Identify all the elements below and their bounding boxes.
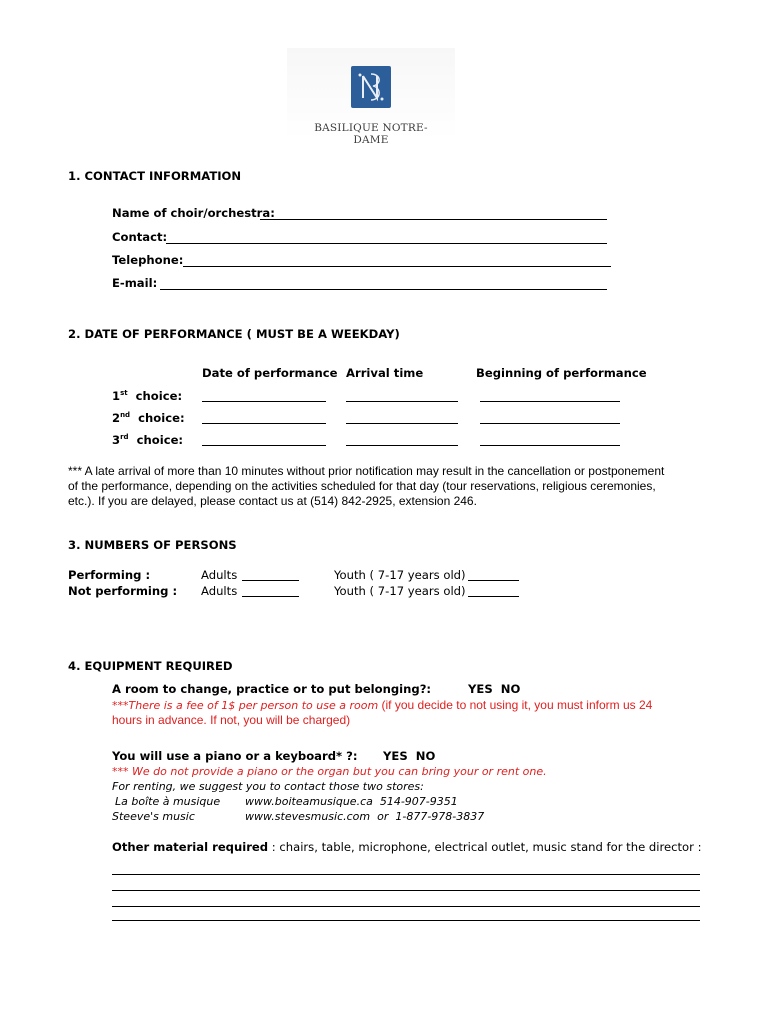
contact-field[interactable]: [166, 243, 607, 244]
other-material-field-3[interactable]: [112, 906, 700, 907]
choice-2-label: 2nd choice:: [112, 411, 185, 425]
other-material-field-4[interactable]: [112, 920, 700, 921]
renting-intro: For renting, we suggest you to contact those two stores:: [112, 780, 424, 793]
section4-title: 4. EQUIPMENT REQUIRED: [68, 659, 233, 673]
not-performing-adults-label: Adults: [201, 584, 238, 598]
telephone-field[interactable]: [183, 266, 611, 267]
performing-youth-field[interactable]: [468, 580, 519, 581]
choice-1-arrival-field[interactable]: [346, 401, 458, 402]
choice-2-beginning-field[interactable]: [480, 423, 620, 424]
choice-1-date-field[interactable]: [202, 401, 326, 402]
room-question: A room to change, practice or to put belonging?:: [112, 682, 432, 696]
other-material-line: Other material required : chairs, table, microphone, electrical outlet, music stand for the director :: [112, 840, 702, 854]
choir-name-label: Name of choir/orchestra:: [112, 206, 275, 220]
late-notice-line-2: of the performance, depending on the activities scheduled for that day (tour reservations, religious ceremonies,: [68, 479, 656, 493]
room-yes-no[interactable]: YES NO: [468, 682, 521, 696]
performing-adults-field[interactable]: [242, 580, 299, 581]
logo-emblem: [351, 66, 391, 108]
not-performing-youth-field[interactable]: [468, 596, 519, 597]
choice-3-label: 3rd choice:: [112, 433, 184, 447]
telephone-label: Telephone:: [112, 253, 184, 267]
not-performing-label: Not performing :: [68, 584, 178, 598]
store-1-name: La boîte à musique: [115, 795, 221, 808]
choice-3-date-field[interactable]: [202, 445, 326, 446]
section1-title: 1. CONTACT INFORMATION: [68, 169, 242, 183]
choice-1-beginning-field[interactable]: [480, 401, 620, 402]
performing-adults-label: Adults: [201, 568, 238, 582]
section2-title: 2. DATE OF PERFORMANCE ( MUST BE A WEEKDAY): [68, 327, 400, 341]
performing-youth-label: Youth ( 7-17 years old): [334, 568, 466, 582]
choice-2-arrival-field[interactable]: [346, 423, 458, 424]
piano-question: You will use a piano or a keyboard* ?:: [112, 749, 358, 763]
choir-name-field[interactable]: [260, 219, 607, 220]
other-material-field-2[interactable]: [112, 890, 700, 891]
other-material-field-1[interactable]: [112, 874, 700, 875]
late-notice-line-1: *** A late arrival of more than 10 minutes without prior notification may result in the cancellation or postponement: [68, 464, 665, 478]
email-field[interactable]: [160, 289, 607, 290]
room-fee-line-2: hours in advance. If not, you will be charged): [112, 713, 351, 727]
section3-title: 3. NUMBERS OF PERSONS: [68, 538, 237, 552]
email-label: E-mail:: [112, 276, 158, 290]
col-arrival-header: Arrival time: [346, 366, 424, 380]
logo-name: BASILIQUE NOTRE-DAME: [314, 122, 428, 146]
choice-3-arrival-field[interactable]: [346, 445, 458, 446]
piano-yes-no[interactable]: YES NO: [383, 749, 436, 763]
not-performing-adults-field[interactable]: [242, 596, 299, 597]
store-2-name: Steeve's music: [112, 810, 195, 823]
col-beginning-header: Beginning of performance: [476, 366, 647, 380]
choice-3-beginning-field[interactable]: [480, 445, 620, 446]
choice-2-date-field[interactable]: [202, 423, 326, 424]
contact-label: Contact:: [112, 230, 168, 244]
not-performing-youth-label: Youth ( 7-17 years old): [334, 584, 466, 598]
room-fee-line-1: ***There is a fee of 1$ per person to use a room (if you decide to not using it, you must inform us 24: [112, 698, 653, 712]
performing-label: Performing :: [68, 568, 151, 582]
col-date-header: Date of performance: [202, 366, 338, 380]
store-2-contact: www.stevesmusic.com or 1-877-978-3837: [245, 810, 485, 823]
store-1-contact: www.boiteamusique.ca 514-907-9351: [245, 795, 458, 808]
piano-note: *** We do not provide a piano or the organ but you can bring your or rent one.: [112, 765, 547, 778]
choice-1-label: 1st choice:: [112, 389, 183, 403]
monogram-icon: [351, 66, 391, 108]
late-notice-line-3: etc.). If you are delayed, please contact us at (514) 842-2925, extension 246.: [68, 494, 477, 508]
